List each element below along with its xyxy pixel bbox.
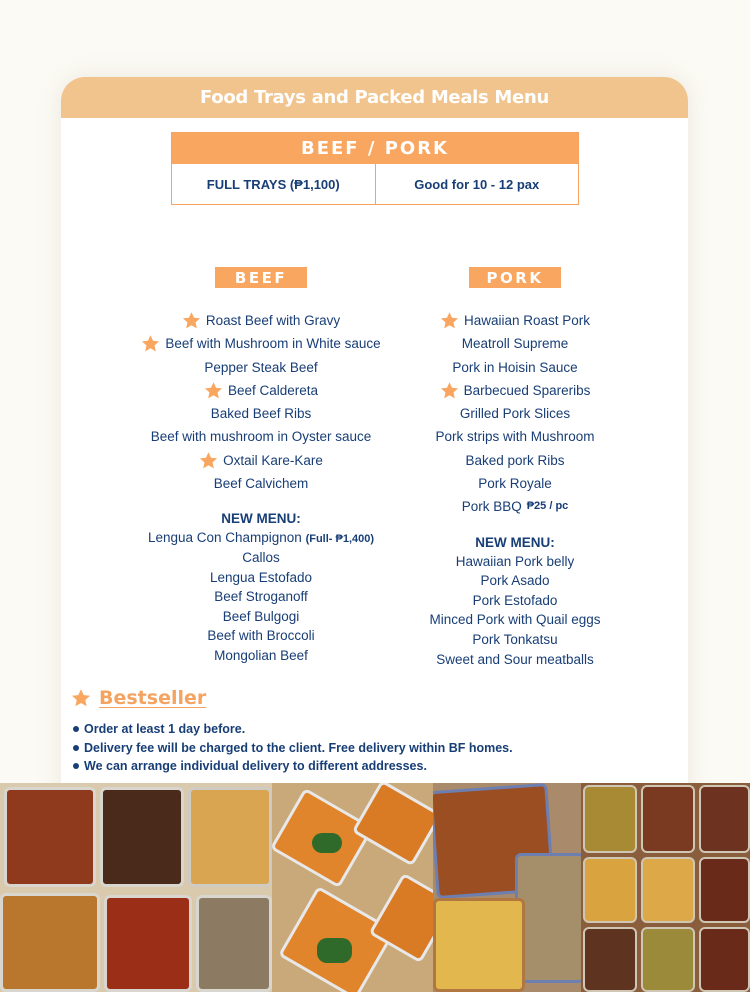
- menu-item-name: Beef Caldereta: [227, 382, 319, 398]
- menu-item: [365, 495, 665, 518]
- beef-trays-photo: [0, 783, 272, 992]
- price-note: (Full- ₱1,400): [305, 533, 375, 546]
- fried-lollipops-and-baked-trays-photo: [433, 783, 581, 992]
- food-photo-strip: [0, 783, 750, 992]
- menu-item-name: Pepper Steak Beef: [204, 359, 318, 375]
- pork-category-tag: PORK: [469, 267, 561, 288]
- menu-item-name: Beef with mushroom in Oyster sauce: [150, 429, 372, 445]
- menu-item: [365, 402, 665, 425]
- price-table-heading: BEEF / PORK: [172, 133, 578, 164]
- star-icon: [71, 688, 91, 708]
- star-icon: [440, 311, 459, 330]
- note-item: We can arrange individual delivery to different addresses.: [73, 757, 513, 776]
- bestseller-legend: [71, 687, 206, 709]
- menu-item-name: Pork strips with Mushroom: [435, 429, 595, 445]
- menu-item-name: Beef with Mushroom in White sauce: [165, 336, 381, 352]
- pork-column: [365, 267, 665, 669]
- menu-item-name: Pork Estofado: [472, 592, 558, 608]
- menu-title: Food Trays and Packed Meals Menu: [61, 77, 688, 118]
- note-item: Delivery fee will be charged to the client. Free delivery within BF homes.: [73, 739, 513, 758]
- beef-category-tag: BEEF: [215, 267, 307, 288]
- menu-item-name: Sweet and Sour meatballs: [436, 651, 594, 667]
- menu-item-name: Roast Beef with Gravy: [205, 313, 341, 328]
- menu-item: [365, 571, 665, 591]
- menu-item: [365, 332, 665, 355]
- note-item: Order at least 1 day before.: [73, 720, 513, 739]
- new-menu-heading: NEW MENU:: [475, 534, 555, 550]
- menu-item-name: Pork in Hoisin Sauce: [452, 359, 578, 375]
- menu-item-name: Pork Tonkatsu: [472, 632, 558, 648]
- menu-item-name: Pork Asado: [480, 573, 550, 589]
- star-icon: [141, 334, 160, 353]
- menu-item: [365, 356, 665, 379]
- menu-item-name: Barbecued Spareribs: [463, 382, 591, 398]
- menu-card: [61, 77, 688, 797]
- menu-item: [365, 309, 665, 332]
- menu-item-name: Pork Royale: [478, 476, 552, 492]
- menu-item-name: Baked pork Ribs: [465, 452, 565, 468]
- menu-item: [365, 449, 665, 472]
- menu-item-name: Callos: [242, 549, 280, 565]
- menu-item-name: Mongolian Beef: [214, 647, 308, 663]
- packed-meal-containers-photo: [581, 783, 750, 992]
- menu-item-name: Hawaiian Roast Pork: [463, 313, 591, 328]
- menu-item-name: Pork BBQ: [461, 499, 522, 515]
- menu-item: [365, 472, 665, 495]
- tray-price: FULL TRAYS (₱1,100): [206, 176, 340, 192]
- price-table-row: [172, 164, 578, 204]
- menu-item-name: Lengua Con Champignon: [147, 530, 302, 546]
- kare-kare-packed-meals-photo: [272, 783, 433, 992]
- price-note: ₱25 / pc: [526, 500, 569, 513]
- menu-item: [365, 610, 665, 630]
- menu-item-name: Beef with Broccoli: [207, 628, 315, 644]
- star-icon: [199, 451, 218, 470]
- menu-item-name: Baked Beef Ribs: [210, 406, 312, 422]
- order-notes: [73, 720, 513, 776]
- pork-new-menu: [365, 533, 665, 670]
- menu-item-name: Oxtail Kare-Kare: [223, 452, 323, 468]
- bullet-icon: [73, 745, 79, 751]
- star-icon: [182, 311, 201, 330]
- bestseller-label: Bestseller: [99, 687, 207, 709]
- star-icon: [204, 381, 223, 400]
- menu-item-name: Beef Bulgogi: [222, 608, 300, 624]
- menu-item: [365, 630, 665, 650]
- menu-item-name: Lengua Estofado: [209, 569, 313, 585]
- menu-item-name: Hawaiian Pork belly: [455, 553, 575, 569]
- menu-item: [365, 650, 665, 670]
- menu-item-name: Minced Pork with Quail eggs: [429, 612, 601, 628]
- bullet-icon: [73, 726, 79, 732]
- menu-item: [365, 552, 665, 572]
- pork-new-menu-items: [365, 552, 665, 670]
- menu-item-name: Beef Calvichem: [213, 476, 309, 492]
- menu-item-name: Beef Stroganoff: [214, 589, 308, 605]
- menu-item: [365, 425, 665, 448]
- menu-item-name: Grilled Pork Slices: [459, 406, 571, 422]
- price-table: [171, 132, 579, 205]
- menu-item: [365, 379, 665, 402]
- bullet-icon: [73, 763, 79, 769]
- pork-items: [365, 309, 665, 519]
- menu-item: [365, 591, 665, 611]
- menu-item-name: Meatroll Supreme: [461, 336, 569, 352]
- star-icon: [440, 381, 459, 400]
- serving-size: Good for 10 - 12 pax: [375, 164, 579, 204]
- new-menu-heading: NEW MENU:: [221, 511, 301, 527]
